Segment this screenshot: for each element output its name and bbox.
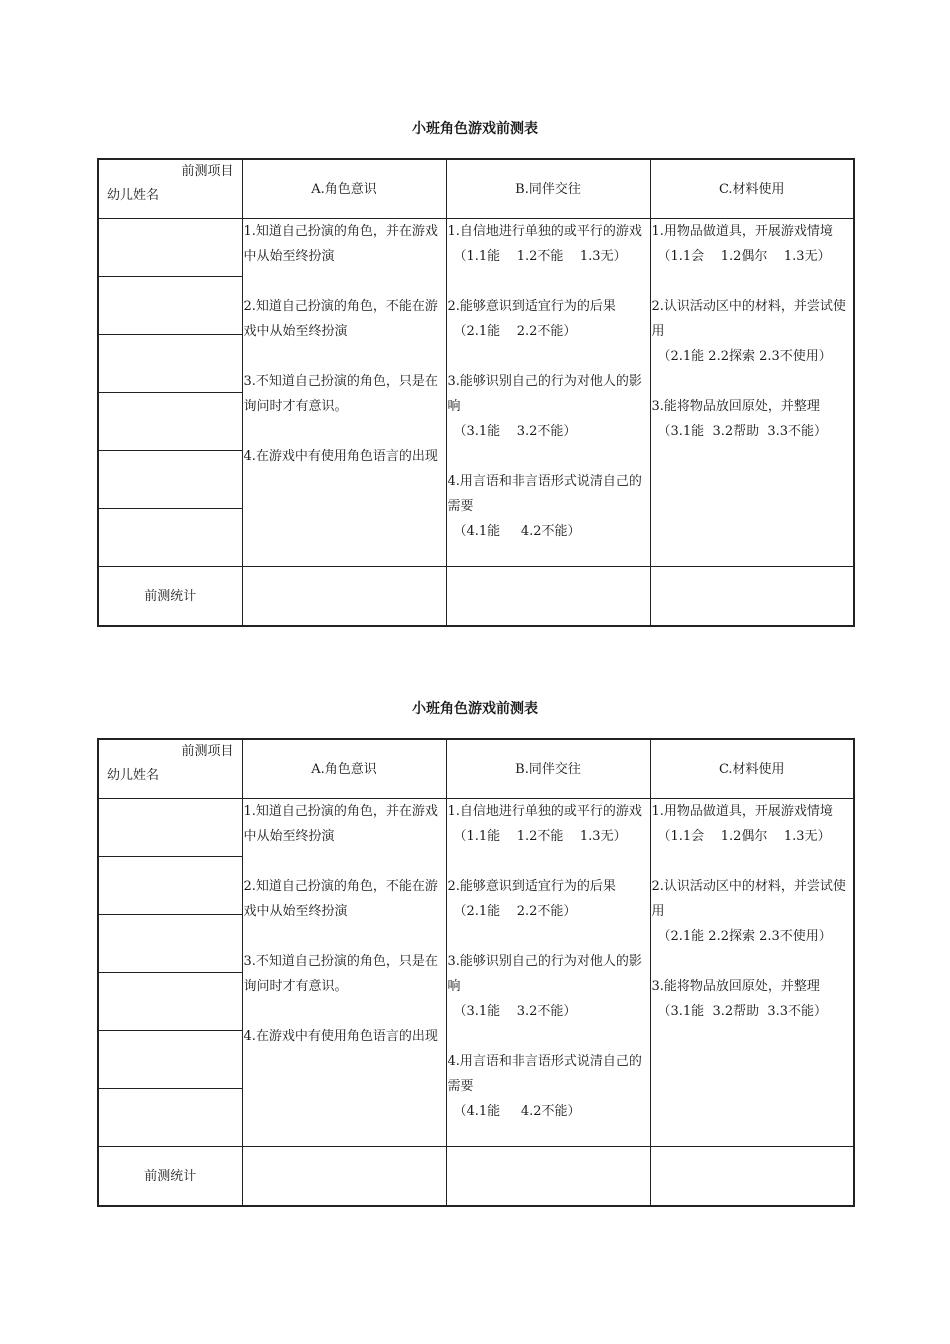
header-names-label: 幼儿姓名 xyxy=(107,188,160,203)
criteria-row xyxy=(98,219,854,277)
child-name-cell[interactable] xyxy=(98,1031,242,1089)
criterion-options: （2.1能 2.2探索 2.3不使用） xyxy=(657,349,832,364)
column-header-a: A.角色意识 xyxy=(242,739,446,799)
criterion-item xyxy=(448,949,650,1024)
criterion-text: 2.能够意识到适宜行为的后果 xyxy=(447,879,616,894)
statistics-cell-a[interactable] xyxy=(242,567,446,627)
criterion-item: 1.知道自己扮演的角色，并在游戏中从始至终扮演 xyxy=(243,224,438,264)
child-name-cell[interactable] xyxy=(98,973,242,1031)
corner-header-cell xyxy=(98,159,242,219)
column-header-c: C.材料使用 xyxy=(650,159,854,219)
criterion-text: 4.用言语和非言语形式说清自己的需要 xyxy=(447,474,642,514)
criterion-options: （3.1能 3.2帮助 3.3不能） xyxy=(657,424,828,439)
criterion-item xyxy=(448,369,650,444)
child-name-cell[interactable] xyxy=(98,277,242,335)
criterion-item xyxy=(448,219,650,269)
column-header-b: B.同伴交往 xyxy=(446,739,650,799)
corner-header-cell xyxy=(98,739,242,799)
criterion-options: （1.1会 1.2偶尔 1.3无） xyxy=(657,829,831,844)
criterion-text: 1.自信地进行单独的或平行的游戏 xyxy=(447,804,642,819)
criterion-item: 3.不知道自己扮演的角色，只是在询问时才有意识。 xyxy=(243,374,438,414)
criterion-options: （1.1能 1.2不能 1.3无） xyxy=(453,249,627,264)
criterion-text: 2.认识活动区中的材料，并尝试使用 xyxy=(651,879,846,919)
child-name-cell[interactable] xyxy=(98,509,242,567)
criterion-item xyxy=(448,1049,650,1124)
peer-interaction-criteria xyxy=(446,219,650,567)
criterion-options: （1.1会 1.2偶尔 1.3无） xyxy=(657,249,831,264)
criterion-text: 3.能够识别自己的行为对他人的影响 xyxy=(447,954,642,994)
child-name-cell[interactable] xyxy=(98,915,242,973)
child-name-cell[interactable] xyxy=(98,219,242,277)
criterion-text: 1.自信地进行单独的或平行的游戏 xyxy=(447,224,642,239)
criterion-text: 3.能将物品放回原处，并整理 xyxy=(651,399,820,414)
criterion-options: （2.1能 2.2探索 2.3不使用） xyxy=(657,929,832,944)
material-use-criteria xyxy=(650,219,854,567)
criterion-text: 2.认识活动区中的材料，并尝试使用 xyxy=(651,299,846,339)
criterion-item: 4.在游戏中有使用角色语言的出现 xyxy=(243,449,438,464)
child-name-cell[interactable] xyxy=(98,335,242,393)
criterion-item xyxy=(448,874,650,924)
assessment-table xyxy=(97,738,855,1207)
criterion-item: 4.在游戏中有使用角色语言的出现 xyxy=(243,1029,438,1044)
criterion-options: （3.1能 3.2不能） xyxy=(453,424,577,439)
criterion-text: 3.能够识别自己的行为对他人的影响 xyxy=(447,374,642,414)
child-name-cell[interactable] xyxy=(98,799,242,857)
criterion-options: （3.1能 3.2帮助 3.3不能） xyxy=(657,1004,828,1019)
criterion-item xyxy=(448,799,650,849)
criterion-item xyxy=(652,874,854,949)
assessment-table xyxy=(97,158,855,627)
criterion-item xyxy=(448,294,650,344)
material-use-criteria xyxy=(650,799,854,1147)
criterion-item xyxy=(652,219,854,269)
statistics-row xyxy=(98,567,854,627)
header-items-label: 前测项目 xyxy=(181,744,234,759)
statistics-cell-c[interactable] xyxy=(650,567,854,627)
criterion-text: 3.能将物品放回原处，并整理 xyxy=(651,979,820,994)
statistics-row xyxy=(98,1147,854,1207)
criterion-options: （3.1能 3.2不能） xyxy=(453,1004,577,1019)
criterion-options: （4.1能 4.2不能） xyxy=(453,524,581,539)
criterion-options: （1.1能 1.2不能 1.3无） xyxy=(453,829,627,844)
statistics-cell-a[interactable] xyxy=(242,1147,446,1207)
criterion-options: （2.1能 2.2不能） xyxy=(453,324,577,339)
child-name-cell[interactable] xyxy=(98,1089,242,1147)
criterion-item xyxy=(652,799,854,849)
criterion-item xyxy=(652,974,854,1024)
column-header-a: A.角色意识 xyxy=(242,159,446,219)
role-awareness-criteria xyxy=(242,219,446,567)
criterion-text: 4.用言语和非言语形式说清自己的需要 xyxy=(447,1054,642,1094)
criterion-options: （2.1能 2.2不能） xyxy=(453,904,577,919)
criterion-options: （4.1能 4.2不能） xyxy=(453,1104,581,1119)
header-names-label: 幼儿姓名 xyxy=(107,768,160,783)
header-row xyxy=(98,159,854,219)
form-title: 小班角色游戏前测表 xyxy=(412,121,538,137)
statistics-label: 前测统计 xyxy=(98,567,242,627)
statistics-cell-b[interactable] xyxy=(446,1147,650,1207)
criterion-item xyxy=(652,294,854,369)
statistics-label: 前测统计 xyxy=(98,1147,242,1207)
statistics-cell-b[interactable] xyxy=(446,567,650,627)
criterion-item: 1.知道自己扮演的角色，并在游戏中从始至终扮演 xyxy=(243,804,438,844)
role-awareness-criteria xyxy=(242,799,446,1147)
criterion-item: 3.不知道自己扮演的角色，只是在询问时才有意识。 xyxy=(243,954,438,994)
form-title: 小班角色游戏前测表 xyxy=(412,701,538,717)
criterion-text: 1.用物品做道具，开展游戏情境 xyxy=(651,804,833,819)
statistics-cell-c[interactable] xyxy=(650,1147,854,1207)
header-items-label: 前测项目 xyxy=(181,164,234,179)
criterion-text: 1.用物品做道具，开展游戏情境 xyxy=(651,224,833,239)
criteria-row xyxy=(98,799,854,857)
criterion-item: 2.知道自己扮演的角色，不能在游戏中从始至终扮演 xyxy=(243,879,438,919)
peer-interaction-criteria xyxy=(446,799,650,1147)
criterion-item xyxy=(448,469,650,544)
header-row xyxy=(98,739,854,799)
criterion-text: 2.能够意识到适宜行为的后果 xyxy=(447,299,616,314)
criterion-item: 2.知道自己扮演的角色，不能在游戏中从始至终扮演 xyxy=(243,299,438,339)
column-header-c: C.材料使用 xyxy=(650,739,854,799)
child-name-cell[interactable] xyxy=(98,451,242,509)
child-name-cell[interactable] xyxy=(98,393,242,451)
criterion-item xyxy=(652,394,854,444)
child-name-cell[interactable] xyxy=(98,857,242,915)
column-header-b: B.同伴交往 xyxy=(446,159,650,219)
